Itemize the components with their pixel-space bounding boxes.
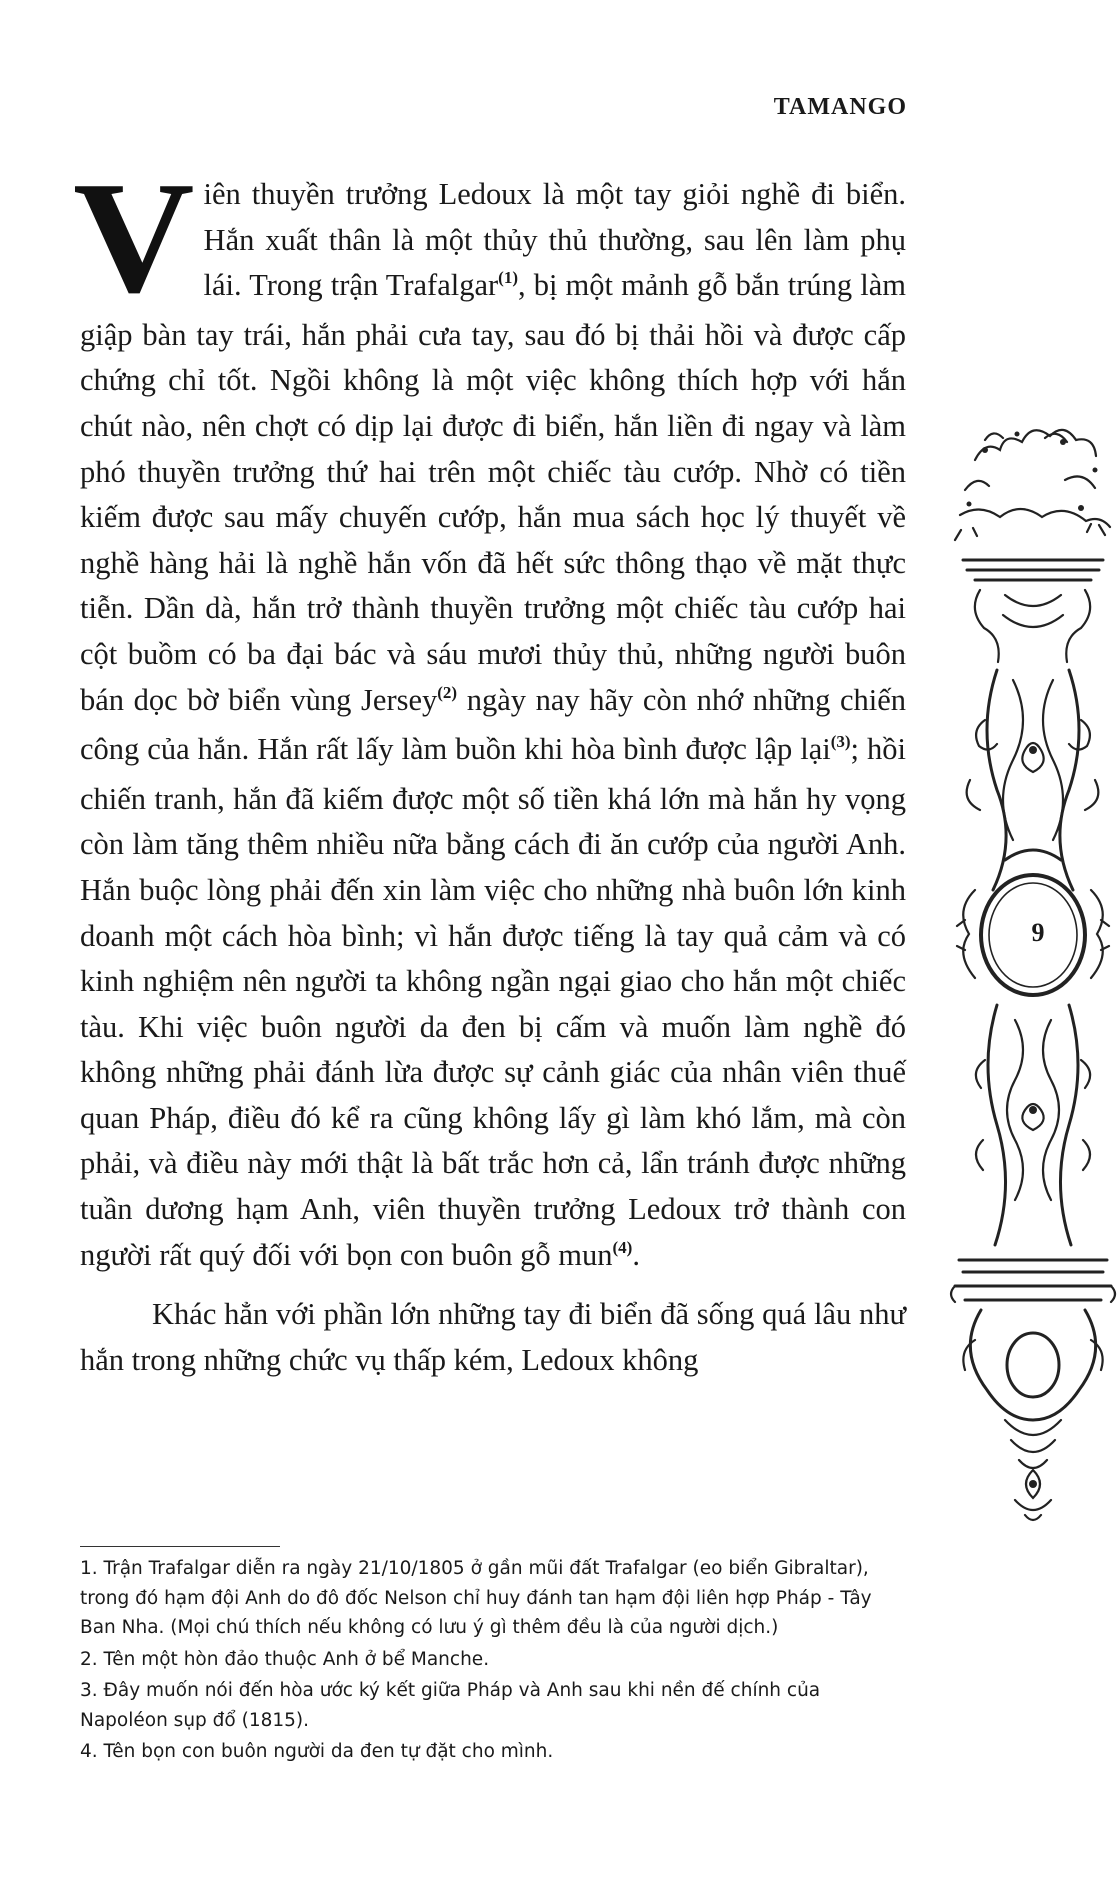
footnote-1: 1. Trận Trafalgar diễn ra ngày 21/10/1805 ở gần mũi đất Trafalgar (eo biển Gibraltar), trong đó hạm đội Anh do đô đốc Nelson chỉ huy đánh tan hạm đội liên hợp Pháp - Tây Ban Nha. (Mọi chú thích nếu không có lưu ý gì thêm đều là của người dịch.) xyxy=(80,1558,872,1638)
paragraph-2: Khác hẳn với phần lớn những tay đi biển đã sống quá lâu như hắn trong những chức vụ thấp kém, Ledoux không xyxy=(80,1297,906,1377)
paragraph-1-segment-4: ; hồi chiến tranh, hắn đã kiếm được một số tiền khá lớn mà hắn hy vọng còn làm tăng thêm nhiều nữa bằng cách đi ăn cướp của người Anh. Hắn buộc lòng phải đến xin làm việc cho những nhà buôn lớn kinh doanh một cách hòa bình; vì hắn được tiếng là tay quả cảm và có kinh nghiệm nên người ta không ngần ngại giao cho hắn một chiếc tàu. Khi việc buôn người da đen bị cấm và muốn làm nghề đó không những phải đánh lừa được sự cảnh giác của nhân viên thuế quan Pháp, điều đó kể ra cũng không lấy gì làm khó lắm, mà còn phải, và điều này mới thật là bất trắc hơn cả, lẩn tránh được những tuần dương hạm Anh, viên thuyền trưởng Ledoux trở thành con người rất quý đối với bọn con buôn gỗ mun xyxy=(80,732,906,1272)
paragraph-1 xyxy=(73,148,907,1282)
footnote-divider xyxy=(80,1546,280,1547)
footnotes xyxy=(80,1554,910,1769)
footnote-3: 3. Đây muốn nói đến hòa ước ký kết giữa Pháp và Anh sau khi nền đế chính của Napoléon sụp đổ (1815). xyxy=(80,1680,821,1731)
paragraph-1-segment-5: . xyxy=(632,1237,640,1272)
baroque-ornament-column xyxy=(945,420,1120,1540)
footnote-ref-1: (1) xyxy=(498,268,518,288)
paragraph-1-segment-3: ngày nay hãy còn nhớ những chiến công của hắn. Hắn rất lấy làm buồn khi hòa bình được lập lại xyxy=(80,682,907,767)
paragraph-1-segment-1: iên thuyền trưởng Ledoux là một tay giỏi nghề đi biển. Hắn xuất thân là một thủy thủ thường, sau lên làm phụ lái. Trong trận Trafalgar xyxy=(203,177,906,303)
drop-cap: V xyxy=(73,148,195,326)
page-number: 9 xyxy=(1031,918,1045,947)
footnote-4: 4. Tên bọn con buôn người da đen tự đặt cho mình. xyxy=(80,1741,554,1762)
footnote-2: 2. Tên một hòn đảo thuộc Anh ở bể Manche. xyxy=(80,1648,490,1670)
footnote-ref-4: (4) xyxy=(612,1237,633,1257)
footnote-ref-3: (3) xyxy=(830,732,851,752)
footnote-ref-2: (2) xyxy=(437,682,458,702)
running-header: TAMANGO xyxy=(773,94,907,120)
body-text xyxy=(73,148,907,1383)
paragraph-1-segment-2: , bị một mảnh gỗ bắn trúng làm giập bàn tay trái, hắn phải cưa tay, sau đó bị thải hồi và được cấp chứng chỉ tốt. Ngồi không là một việc không thích hợp với hắn chút nào, nên chợt có dịp lại được đi biển, hắn liền đi ngay và làm phó thuyền trưởng thứ hai trên một chiếc tàu cướp. Nhờ có tiền kiếm được sau mấy chuyến cướp, hắn mua sách học lý thuyết về nghề hàng hải là nghề hắn vốn đã hết sức thông thạo về mặt thực tiễn. Dần dà, hắn trở thành thuyền trưởng một chiếc tàu cướp hai cột buồm có ba đại bác và sáu mươi thủy thủ, những người buôn bán dọc bờ biển vùng Jersey xyxy=(80,268,906,717)
